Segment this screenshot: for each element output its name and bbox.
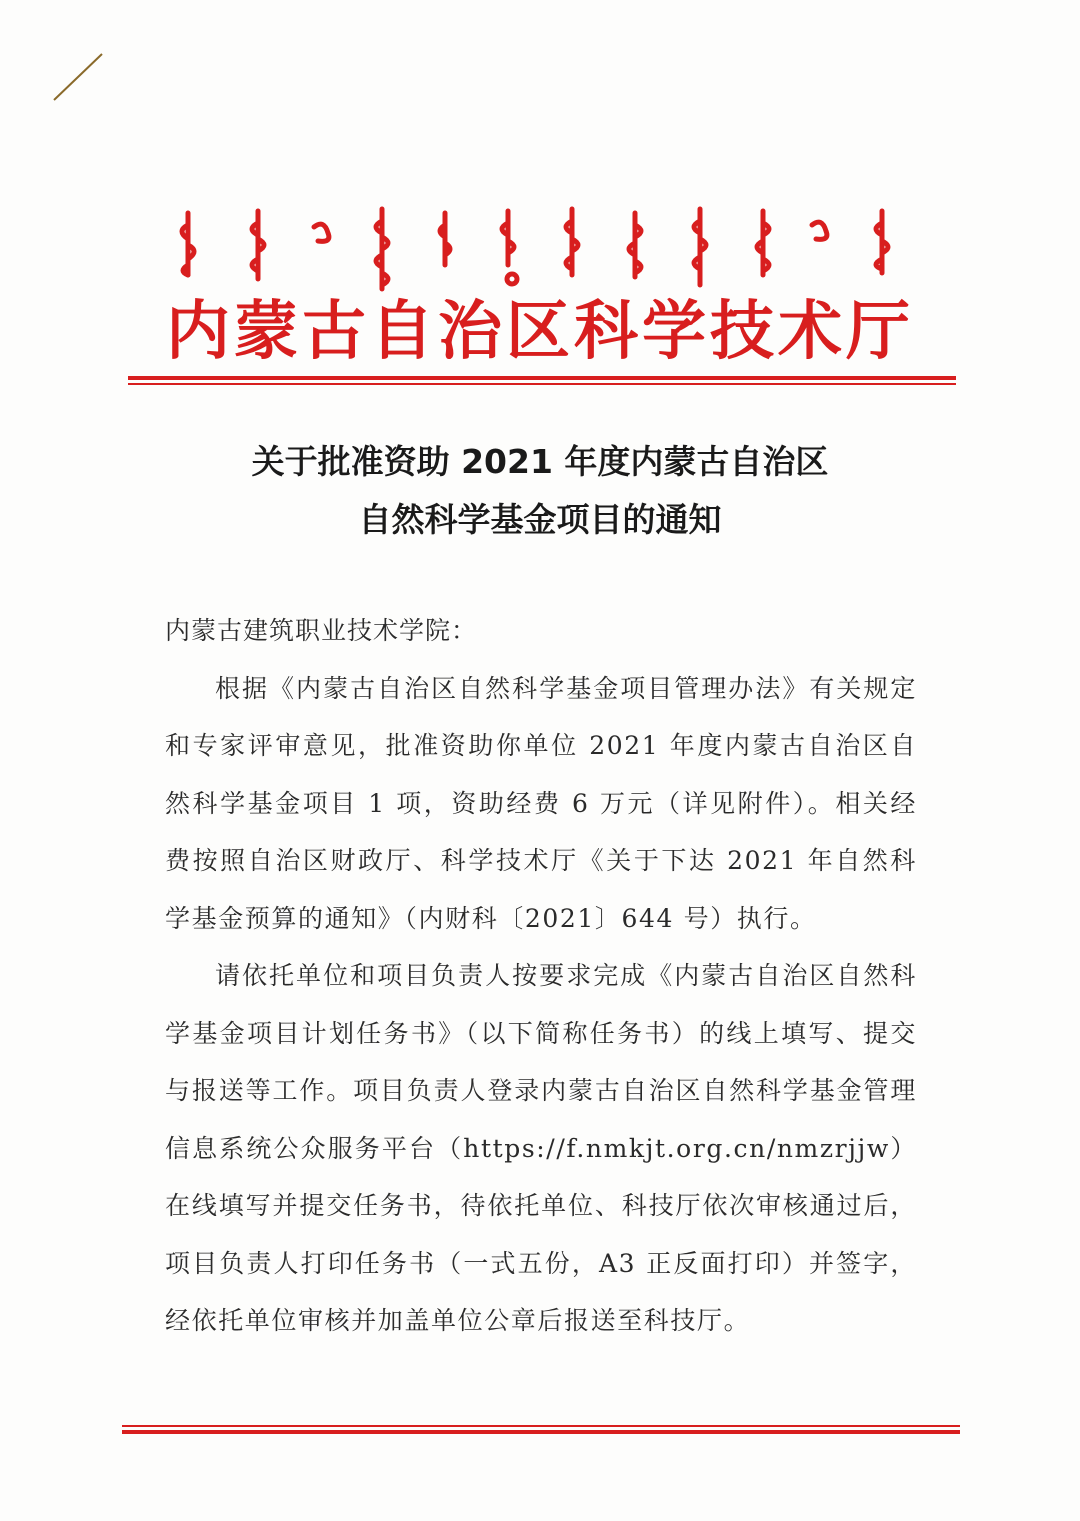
document-title — [90, 433, 990, 549]
document-title-line-2: 自然科学基金项目的通知 — [358, 500, 722, 539]
footer-red-rule — [122, 1425, 960, 1435]
mongolian-script-agency-name — [170, 205, 910, 300]
agency-name-chinese: 内蒙古自治区科学技术厅 — [166, 294, 914, 369]
letterhead-red-rule — [128, 376, 956, 386]
pen-stroke-mark — [50, 48, 110, 108]
paragraph-funding-approval: 根据《内蒙古自治区自然科学基金项目管理办法》有关规定和专家评审意见，批准资助你单位 2021 年度内蒙古自治区自然科学基金项目 1 项，资助经费 6 万元（详见附件）。相关经费按照自治区财政厅、科学技术厅《关于下达 2021 年自然科学基金预算的通知》（内财科〔2021〕644 号）执行。 — [165, 673, 917, 933]
paragraph-task-book-instructions: 请依托单位和项目负责人按要求完成《内蒙古自治区自然科学基金项目计划任务书》（以下简称任务书）的线上填写、提交与报送等工作。项目负责人登录内蒙古自治区自然科学基金管理信息系统公众服务平台（https://f.nmkjt.org.cn/nmzrjjw）在线填写并提交任务书，待依托单位、科技厅依次审核通过后，项目负责人打印任务书（一式五份，A3 正反面打印）并签字，经依托单位审核并加盖单位公章后报送至科技厅。 — [165, 961, 917, 1335]
document-body — [165, 602, 917, 1350]
document-title-line-1: 关于批准资助 2021 年度内蒙古自治区 — [251, 442, 829, 481]
addressee: 内蒙古建筑职业技术学院： — [165, 616, 478, 645]
